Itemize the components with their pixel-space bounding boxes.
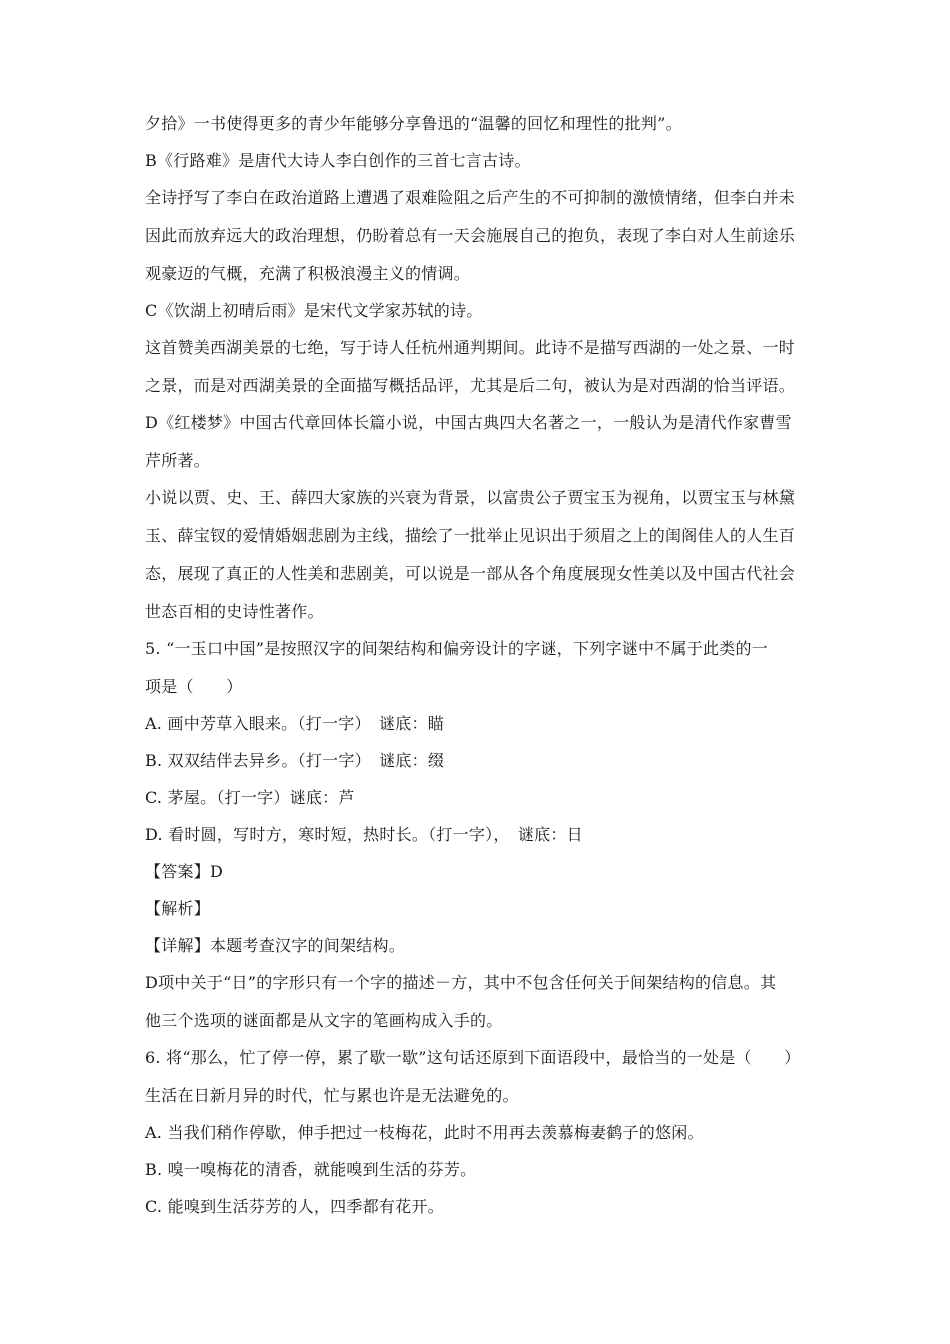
text-line: 他三个选项的谜面都是从文字的笔画构成入手的。 bbox=[145, 1011, 503, 1030]
text-line: 全诗抒写了李白在政治道路上遭遇了艰难险阻之后产生的不可抑制的激愤情绪，但李白并未 bbox=[145, 188, 796, 207]
text-line: C《饮湖上初晴后雨》是宋代文学家苏轼的诗。 bbox=[145, 301, 483, 320]
option-c: C. 茅屋。（打一字）谜底：芦 bbox=[145, 788, 355, 807]
text-line: 芹所著。 bbox=[145, 451, 211, 470]
text-line: 这首赞美西湖美景的七绝，写于诗人任杭州通判期间。此诗不是描写西湖的一处之景、一时 bbox=[145, 338, 796, 357]
option-a: A. 当我们稍作停歇，伸手把过一枝梅花，此时不用再去羡慕梅妻鹤子的悠闲。 bbox=[145, 1123, 704, 1142]
option-b: B. 双双结伴去异乡。（打一字） 谜底：缀 bbox=[145, 751, 445, 770]
option-b: B. 嗅一嗅梅花的清香，就能嗅到生活的芬芳。 bbox=[145, 1160, 477, 1179]
text-line: 夕拾》一书使得更多的青少年能够分享鲁迅的“温馨的回忆和理性的批判”。 bbox=[145, 114, 682, 133]
text-line: 因此而放弃远大的政治理想，仍盼着总有一天会施展自己的抱负，表现了李白对人生前途乐 bbox=[145, 226, 796, 245]
text-line: B《行路难》是唐代大诗人李白创作的三首七言古诗。 bbox=[145, 151, 531, 170]
text-line: 之景，而是对西湖美景的全面描写概括品评，尤其是后二句，被认为是对西湖的恰当评语。 bbox=[145, 376, 796, 395]
question-5-stem: 项是（ ） bbox=[145, 677, 243, 696]
answer-label: 【答案】D bbox=[145, 862, 224, 881]
option-d: D. 看时圆，写时方，寒时短，热时长。（打一字）， 谜底：日 bbox=[145, 825, 583, 844]
option-a: A. 画中芳草入眼来。（打一字） 谜底：瞄 bbox=[145, 714, 444, 733]
analysis-label: 【解析】 bbox=[145, 899, 211, 918]
text-line: D项中关于“日”的字形只有一个字的描述－方，其中不包含任何关于间架结构的信息。其 bbox=[145, 973, 777, 992]
question-6-stem: 6. 将“那么，忙了停一停，累了歇一歇”这句话还原到下面语段中，最恰当的一处是（ ） bbox=[145, 1048, 801, 1067]
question-5-stem: 5. “一玉口中国”是按照汉字的间架结构和偏旁设计的字谜，下列字谜中不属于此类的一 bbox=[145, 639, 768, 658]
document-page bbox=[145, 114, 810, 1217]
detail-explanation: 【详解】本题考查汉字的间架结构。 bbox=[145, 936, 406, 955]
question-6-stem: 生活在日新月异的时代，忙与累也许是无法避免的。 bbox=[145, 1086, 519, 1105]
text-line: 玉、薛宝钗的爱情婚姻悲剧为主线，描绘了一批举止见识出于须眉之上的闺阁佳人的人生百 bbox=[145, 526, 796, 545]
text-line: 世态百相的史诗性著作。 bbox=[145, 602, 324, 621]
text-line: 小说以贾、史、王、薛四大家族的兴衰为背景，以富贵公子贾宝玉为视角，以贾宝玉与林黛 bbox=[145, 488, 796, 507]
text-line: 态，展现了真正的人性美和悲剧美，可以说是一部从各个角度展现女性美以及中国古代社会 bbox=[145, 564, 796, 583]
text-line: 观豪迈的气概，充满了积极浪漫主义的情调。 bbox=[145, 264, 471, 283]
option-c: C. 能嗅到生活芬芳的人，四季都有花开。 bbox=[145, 1197, 444, 1216]
text-line: D《红楼梦》中国古代章回体长篇小说，中国古典四大名著之一，一般认为是清代作家曹雪 bbox=[145, 413, 792, 432]
